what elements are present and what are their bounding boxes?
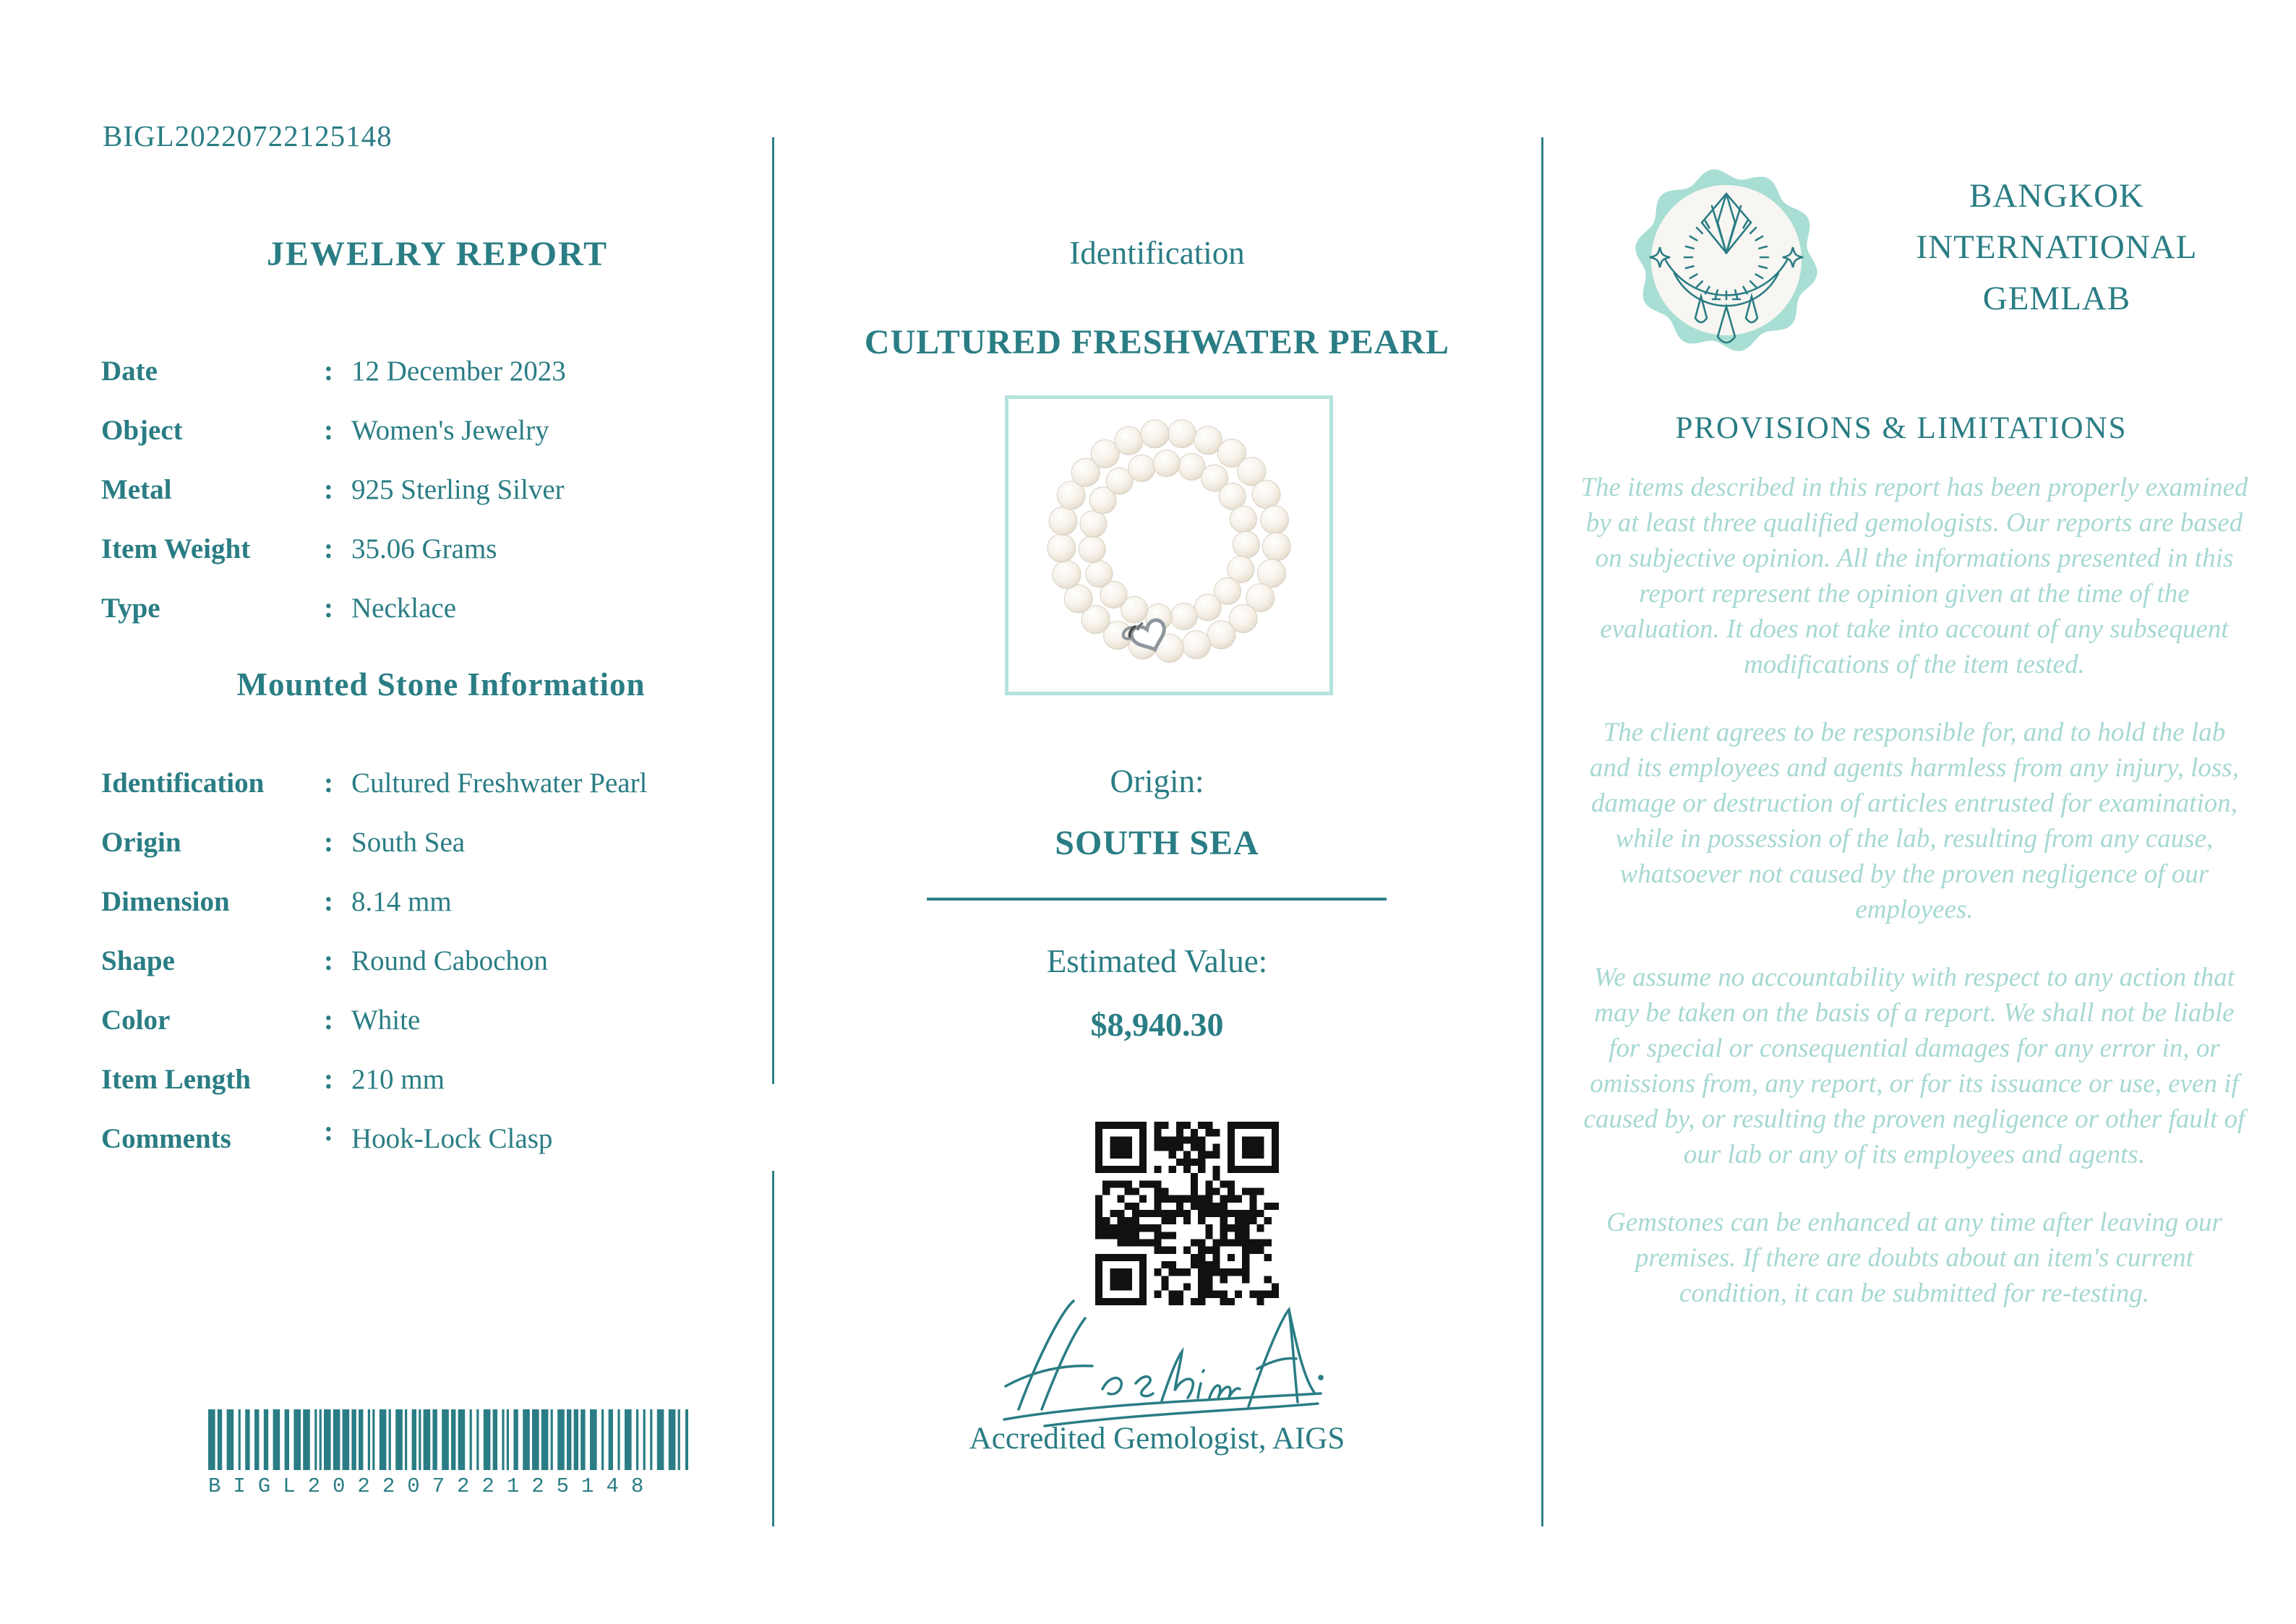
identification-result: CULTURED FRESHWATER PEARL [864, 323, 1450, 361]
field-value: White [351, 1004, 421, 1036]
field-colon: : [324, 1115, 333, 1147]
field-value: Round Cabochon [351, 945, 548, 976]
field-label: Comments [101, 1122, 231, 1154]
field-colon: : [324, 355, 333, 387]
field-row [101, 753, 774, 812]
field-value: 35.06 Grams [351, 533, 497, 564]
report-number: BIGL20220722125148 [103, 119, 393, 152]
field-row [101, 519, 774, 578]
field-label: Object [101, 414, 183, 446]
field-label: Metal [101, 473, 172, 505]
field-value: Hook-Lock Clasp [351, 1122, 553, 1154]
estimated-value: $8,940.30 [1090, 1006, 1224, 1043]
identification-heading: Identification [1069, 235, 1245, 271]
value-separator-line [927, 898, 1387, 901]
field-label: Date [101, 355, 158, 387]
signature-icon [994, 1294, 1334, 1431]
provisions-paragraph: Gemstones can be enhanced at any time after leaving our premises. If there are doubts about an item's current condition, it can be submitted for re-testing. [1606, 1208, 2222, 1308]
field-colon: : [324, 826, 333, 858]
pearl-necklace-photo [1008, 399, 1329, 692]
field-colon: : [324, 592, 333, 624]
field-value: Women's Jewelry [351, 414, 549, 446]
origin-value: SOUTH SEA [1055, 824, 1259, 862]
field-label: Shape [101, 945, 175, 976]
field-row [101, 578, 774, 637]
field-row [101, 812, 774, 872]
provisions-paragraph: We assume no accountability with respect to any action that may be taken on the basis of a report. We shall not be liable for special or consequential damages for any error in, or omissions from, any report, or for its issuance or use, even if caused by, or resulting the proven negligence or other fault of our lab or any of its employees and agents. [1583, 963, 2245, 1169]
stone-fields [101, 753, 774, 1168]
barcode-text: BIGL20220722125148 [208, 1474, 656, 1498]
field-colon: : [324, 473, 333, 505]
gemologist-signature [994, 1294, 1334, 1431]
field-value: South Sea [351, 826, 466, 858]
field-value: Cultured Freshwater Pearl [351, 767, 648, 799]
item-photo-frame [1005, 395, 1333, 695]
estimated-value-label: Estimated Value: [1046, 943, 1268, 979]
field-colon: : [324, 414, 333, 446]
field-label: Item Weight [101, 533, 251, 564]
field-colon: : [324, 885, 333, 917]
field-colon: : [324, 1063, 333, 1095]
lab-logo [1631, 165, 1822, 356]
field-label: Type [101, 592, 160, 624]
field-row [101, 931, 774, 990]
report-title: JEWELRY REPORT [266, 235, 609, 273]
field-row [101, 341, 774, 400]
field-value: 12 December 2023 [351, 355, 566, 387]
field-label: Identification [101, 767, 265, 799]
field-colon: : [324, 767, 333, 799]
field-value: Necklace [351, 592, 457, 624]
field-row [101, 872, 774, 931]
barcode [208, 1409, 688, 1470]
stone-section-title: Mounted Stone Information [236, 666, 646, 703]
field-label: Color [101, 1004, 171, 1036]
lab-logo-badge-icon [1631, 165, 1822, 356]
field-value: 925 Sterling Silver [351, 473, 565, 505]
field-row [101, 460, 774, 519]
lab-name-line: INTERNATIONAL [1916, 228, 2198, 266]
lab-name-line: GEMLAB [1982, 280, 2131, 317]
field-label: Origin [101, 826, 181, 858]
divider-right [1541, 137, 1543, 1526]
field-colon: : [324, 533, 333, 564]
provisions-title: PROVISIONS & LIMITATIONS [1675, 411, 2128, 445]
field-value: 210 mm [351, 1063, 445, 1095]
field-label: Item Length [101, 1063, 251, 1095]
qr-code [1095, 1122, 1279, 1305]
provisions-text [1580, 470, 2248, 1344]
field-label: Dimension [101, 885, 230, 917]
field-row [101, 1049, 774, 1109]
barcode-bars [208, 1409, 688, 1470]
provisions-paragraph: The items described in this report has been properly examined by at least three qualified gemologists. Our reports are based on subjective opinion. All the informations presented in this report represent the opinion given at the time of the evaluation. It does not take into account of any subsequent modifications of the item tested. [1580, 473, 2248, 679]
lab-name-line: BANGKOK [1969, 177, 2144, 215]
item-fields [101, 341, 774, 637]
lab-name [1843, 171, 2270, 325]
origin-label: Origin: [1110, 763, 1204, 799]
field-row [101, 990, 774, 1049]
provisions-paragraph: The client agrees to be responsible for, and to hold the lab and its employees and agents harmless from any injury, loss, damage or destruction of articles entrusted for examination, while in possession of the lab, resulting from any cause, whatsoever not caused by the proven negligence of our employees. [1590, 718, 2239, 924]
field-row [101, 400, 774, 460]
gemologist-title: Accredited Gemologist, AIGS [969, 1422, 1345, 1456]
qr-code-image [1095, 1122, 1279, 1305]
field-colon: : [324, 1004, 333, 1036]
field-value: 8.14 mm [351, 885, 452, 917]
field-colon: : [324, 945, 333, 976]
field-row [101, 1109, 774, 1168]
